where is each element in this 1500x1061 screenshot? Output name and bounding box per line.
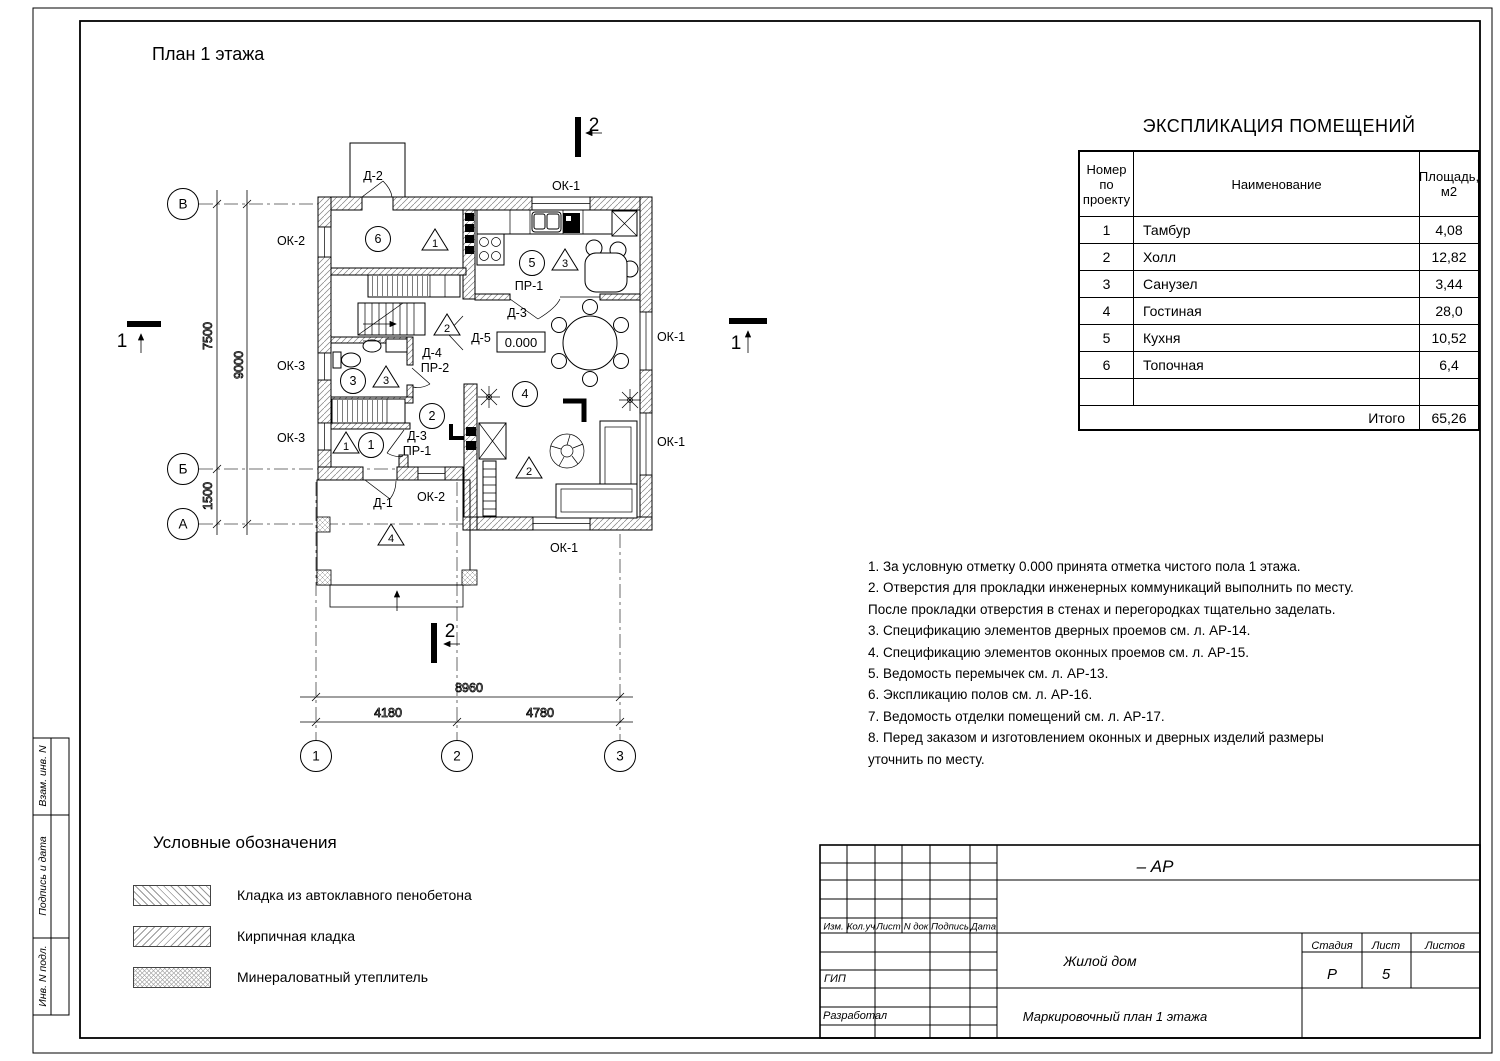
total-label: Итого bbox=[1080, 406, 1420, 429]
window-ok2-bottom bbox=[418, 467, 445, 480]
tb-izm: Изм. bbox=[823, 921, 844, 933]
window-ok1-bottom bbox=[533, 517, 590, 530]
note-line: После прокладки отверстия в стенах и перегородках тщательно заделать. bbox=[868, 601, 1336, 617]
tb-sheetno-value: 5 bbox=[1381, 966, 1391, 983]
washbasin-icon bbox=[363, 340, 381, 352]
floor-plan bbox=[117, 115, 767, 772]
col-header-name: Наименование bbox=[1133, 152, 1420, 216]
table-row bbox=[1080, 351, 1478, 378]
table-row bbox=[1080, 270, 1478, 297]
room-name-cell: Кухня bbox=[1133, 325, 1420, 351]
kitchen-counter bbox=[477, 210, 637, 236]
hatch-swatch bbox=[133, 885, 211, 906]
note-line: 8. Перед заказом и изготовлением оконных и дверных изделий размеры bbox=[868, 730, 1324, 746]
swivel-chair-icon bbox=[550, 434, 584, 468]
toilet-icon bbox=[333, 352, 361, 368]
room-name-cell: Санузел bbox=[1133, 271, 1420, 297]
plan-label: 4180 bbox=[374, 706, 402, 720]
plan-label: Д-5 bbox=[471, 331, 491, 345]
hatch-swatch bbox=[133, 926, 211, 947]
plan-label: ОК-1 bbox=[656, 435, 686, 449]
washer-icon bbox=[386, 339, 407, 352]
window-ok2-left bbox=[318, 227, 331, 257]
tb-podpis: Подпись bbox=[931, 921, 969, 933]
fireplace-corner bbox=[563, 401, 584, 422]
plan-label: 9000 bbox=[232, 351, 246, 379]
explication-table bbox=[1078, 150, 1480, 431]
side-label-vzam: Взам. инв. N bbox=[37, 745, 49, 807]
room-number: 5 bbox=[528, 256, 536, 270]
col-header-number: Номер по проекту bbox=[1082, 161, 1131, 207]
legend-item bbox=[133, 925, 472, 947]
plan-label: Д-3 bbox=[407, 429, 427, 443]
room-number: 4 bbox=[521, 387, 529, 401]
plan-label: 1 bbox=[730, 333, 742, 354]
total-value: 65,26 bbox=[1431, 409, 1467, 426]
side-label-inv: Инв. N подл. bbox=[37, 945, 49, 1007]
tb-sheets-label: Листов bbox=[1424, 940, 1466, 952]
window-ok1-right2 bbox=[640, 413, 652, 475]
legend-label: Кладка из автоклавного пенобетона bbox=[237, 887, 472, 903]
room-name-cell: Тамбур bbox=[1133, 217, 1420, 243]
plan-label: ОК-2 bbox=[416, 490, 446, 504]
table-row bbox=[1080, 324, 1478, 351]
room-area-cell: 3,44 bbox=[1435, 276, 1463, 292]
tb-doc-code: – АР bbox=[1136, 857, 1174, 876]
furniture bbox=[332, 210, 641, 518]
tb-list: Лист bbox=[876, 921, 901, 933]
finish-number: 4 bbox=[387, 533, 395, 545]
room-name-cell: Гостиная bbox=[1133, 298, 1420, 324]
room-name-cell: Холл bbox=[1133, 244, 1420, 270]
explication-header-row bbox=[1080, 152, 1478, 216]
explication-title: ЭКСПЛИКАЦИЯ ПОМЕЩЕНИЙ bbox=[1142, 116, 1416, 136]
tb-project-name: Жилой дом bbox=[1063, 953, 1137, 969]
plan-label: Д-2 bbox=[363, 169, 383, 183]
table-row bbox=[1080, 243, 1478, 270]
room-name-cell: Топочная bbox=[1133, 352, 1420, 378]
plan-label: 4780 bbox=[526, 706, 554, 720]
window-ok1-top bbox=[532, 197, 590, 210]
plan-label: ПР-2 bbox=[420, 361, 450, 375]
plan-label: 2 bbox=[444, 621, 456, 642]
side-label-podpis: Подпись и дата bbox=[37, 836, 49, 916]
plan-label: 1500 bbox=[201, 482, 215, 510]
window-ok3-left bbox=[318, 353, 331, 380]
fridge-icon bbox=[612, 211, 637, 236]
tb-gip: ГИП bbox=[824, 973, 846, 985]
room-area-cell: 10,52 bbox=[1431, 330, 1467, 346]
note-line: 2. Отверстия для прокладки инженерных коммуникаций выполнить по месту. bbox=[868, 580, 1354, 596]
room-number: 1 bbox=[367, 438, 375, 452]
oven-icon bbox=[563, 213, 580, 233]
plant-icon bbox=[619, 389, 641, 411]
plant-icon bbox=[478, 386, 500, 408]
tb-stage-value: Р bbox=[1326, 966, 1338, 983]
table-row bbox=[1080, 378, 1478, 405]
room-number: 3 bbox=[349, 374, 357, 388]
legend-item bbox=[133, 966, 472, 988]
axis-label: 3 bbox=[616, 748, 624, 764]
plan-label: ОК-1 bbox=[656, 330, 686, 344]
title-block bbox=[820, 845, 1480, 1038]
room-name-cell bbox=[1133, 379, 1420, 405]
axis-label: 2 bbox=[453, 748, 461, 764]
sofa bbox=[556, 421, 637, 518]
room-number: 6 bbox=[374, 232, 382, 246]
plan-label: 0.000 bbox=[504, 335, 538, 350]
finish-number: 3 bbox=[561, 258, 569, 270]
plan-label: ОК-3 bbox=[276, 359, 306, 373]
legend bbox=[133, 884, 472, 1007]
side-stamp-strip bbox=[33, 738, 69, 1015]
finish-number: 2 bbox=[443, 323, 451, 335]
room-area-cell: 28,0 bbox=[1435, 303, 1463, 319]
tb-data: Дата bbox=[970, 921, 997, 933]
room-number-cell: 4 bbox=[1102, 303, 1111, 319]
note-line: 7. Ведомость отделки помещений см. л. АР-17. bbox=[868, 708, 1165, 724]
stairs bbox=[358, 303, 425, 335]
plan-label: ПР-1 bbox=[514, 279, 544, 293]
plan-label: 1 bbox=[116, 331, 128, 352]
plan-label: Д-4 bbox=[422, 346, 442, 360]
hatch-swatch bbox=[133, 967, 211, 988]
room-number-cell: 6 bbox=[1102, 357, 1111, 373]
legend-title: Условные обозначения bbox=[153, 833, 337, 852]
note-line: 6. Экспликацию полов см. л. АР-16. bbox=[868, 687, 1093, 703]
dining-table bbox=[552, 300, 629, 387]
axis-label: Б bbox=[178, 461, 188, 477]
legend-label: Кирпичная кладка bbox=[237, 928, 356, 944]
finish-number: 1 bbox=[342, 441, 350, 453]
tb-stage-label: Стадия bbox=[1311, 940, 1353, 952]
notes-block bbox=[868, 556, 1354, 770]
stove-icon bbox=[477, 234, 504, 265]
plan-label: 2 bbox=[588, 115, 600, 136]
plan-label: ОК-1 bbox=[549, 541, 579, 555]
plan-label: ОК-2 bbox=[276, 234, 306, 248]
col-header-area: Площадь, м2 bbox=[1418, 169, 1480, 199]
kitchen-table bbox=[585, 240, 638, 292]
plan-label: ПР-1 bbox=[402, 444, 432, 458]
note-line: 5. Ведомость перемычек см. л. АР-13. bbox=[868, 666, 1109, 682]
finish-number: 2 bbox=[525, 466, 533, 478]
plan-label: Д-1 bbox=[373, 496, 393, 510]
room-area-cell bbox=[1420, 379, 1478, 405]
axis-label: 1 bbox=[312, 748, 320, 764]
plan-label: ОК-1 bbox=[551, 179, 581, 193]
finish-number: 1 bbox=[431, 238, 439, 250]
legend-item bbox=[133, 884, 472, 906]
room-number-cell: 1 bbox=[1102, 222, 1111, 238]
table-row bbox=[1080, 297, 1478, 324]
room-area-cell: 12,82 bbox=[1431, 249, 1467, 265]
tb-developed: Разработал bbox=[823, 1010, 888, 1022]
tb-sheet-name: Маркировочный план 1 этажа bbox=[1022, 1009, 1208, 1024]
window-ok3-left2 bbox=[318, 423, 331, 450]
room-number: 2 bbox=[428, 409, 436, 423]
table-row bbox=[1080, 216, 1478, 243]
room-area-cell: 6,4 bbox=[1439, 357, 1459, 373]
room-number-cell bbox=[1080, 379, 1133, 405]
room-number-cell: 3 bbox=[1102, 276, 1111, 292]
axis-label: В bbox=[178, 196, 188, 212]
note-line: 3. Спецификацию элементов дверных проемов см. л. АР-14. bbox=[868, 623, 1251, 639]
axis-label: А bbox=[178, 516, 188, 532]
explication-rows bbox=[1080, 216, 1478, 405]
room-number-cell: 2 bbox=[1102, 249, 1111, 265]
explication-total-row bbox=[1080, 405, 1478, 429]
room-number-cell: 5 bbox=[1102, 330, 1111, 346]
plan-label: 7500 bbox=[201, 322, 215, 350]
note-line: уточнить по месту. bbox=[868, 751, 985, 767]
note-line: 4. Спецификацию элементов оконных проемов см. л. АР-15. bbox=[868, 644, 1249, 660]
tb-koluch: Кол.уч bbox=[846, 921, 876, 933]
window-ok1-right bbox=[640, 312, 652, 370]
plan-title: План 1 этажа bbox=[152, 44, 265, 64]
plan-label: Д-3 bbox=[507, 306, 527, 320]
hall-corner bbox=[451, 424, 464, 438]
room-area-cell: 4,08 bbox=[1435, 222, 1463, 238]
note-line: 1. За условную отметку 0.000 принята отметка чистого пола 1 этажа. bbox=[868, 559, 1301, 574]
legend-label: Минераловатный утеплитель bbox=[237, 969, 429, 985]
plan-label: 8960 bbox=[455, 681, 483, 695]
tb-sheetno-label: Лист bbox=[1371, 940, 1401, 952]
finish-number: 3 bbox=[382, 375, 390, 387]
tb-ndok: N док bbox=[903, 921, 929, 933]
plan-label: ОК-3 bbox=[276, 431, 306, 445]
